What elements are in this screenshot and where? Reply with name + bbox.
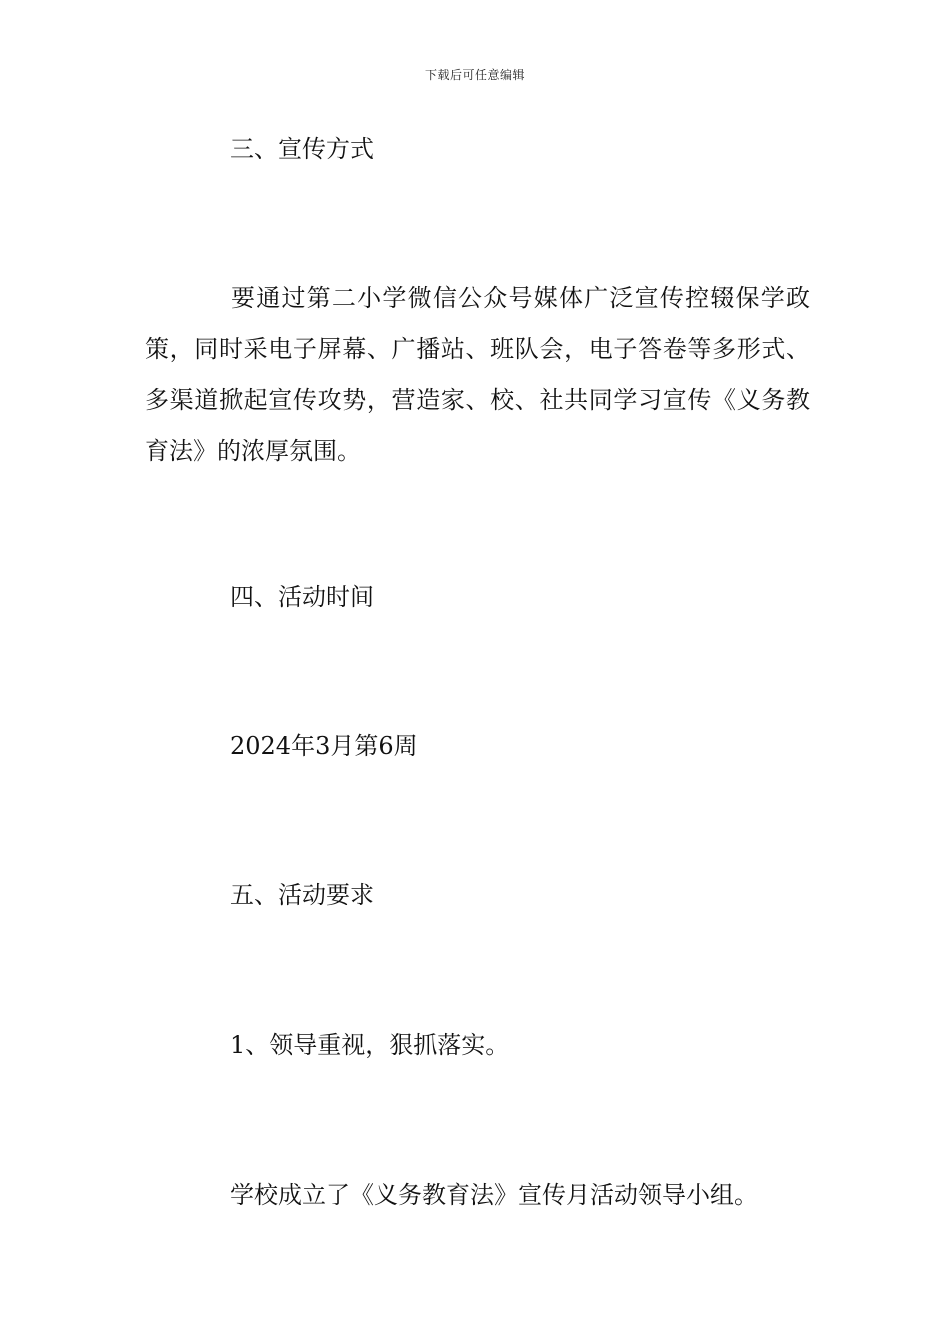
header-note: 下载后可任意编辑 bbox=[424, 68, 525, 82]
requirement-1-detail: 学校成立了《义务教育法》宣传月活动领导小组。 bbox=[230, 1181, 758, 1209]
section-5-heading: 五、活动要求 bbox=[230, 881, 374, 909]
requirement-1: 1、领导重视，狠抓落实。 bbox=[230, 1031, 510, 1059]
section-3-paragraph: 要通过第二小学微信公众号媒体广泛宣传控辍保学政策，同时采电子屏幕、广播站、班队会，电子答卷等多形式、多渠道掀起宣传攻势，营造家、校、社共同学习宣传《义务教育法》的浓厚氛围。 bbox=[145, 284, 810, 465]
section-4-heading: 四、活动时间 bbox=[230, 583, 374, 611]
section-4-time: 2024年3月第6周 bbox=[230, 732, 418, 760]
section-3-heading: 三、宣传方式 bbox=[230, 135, 374, 163]
